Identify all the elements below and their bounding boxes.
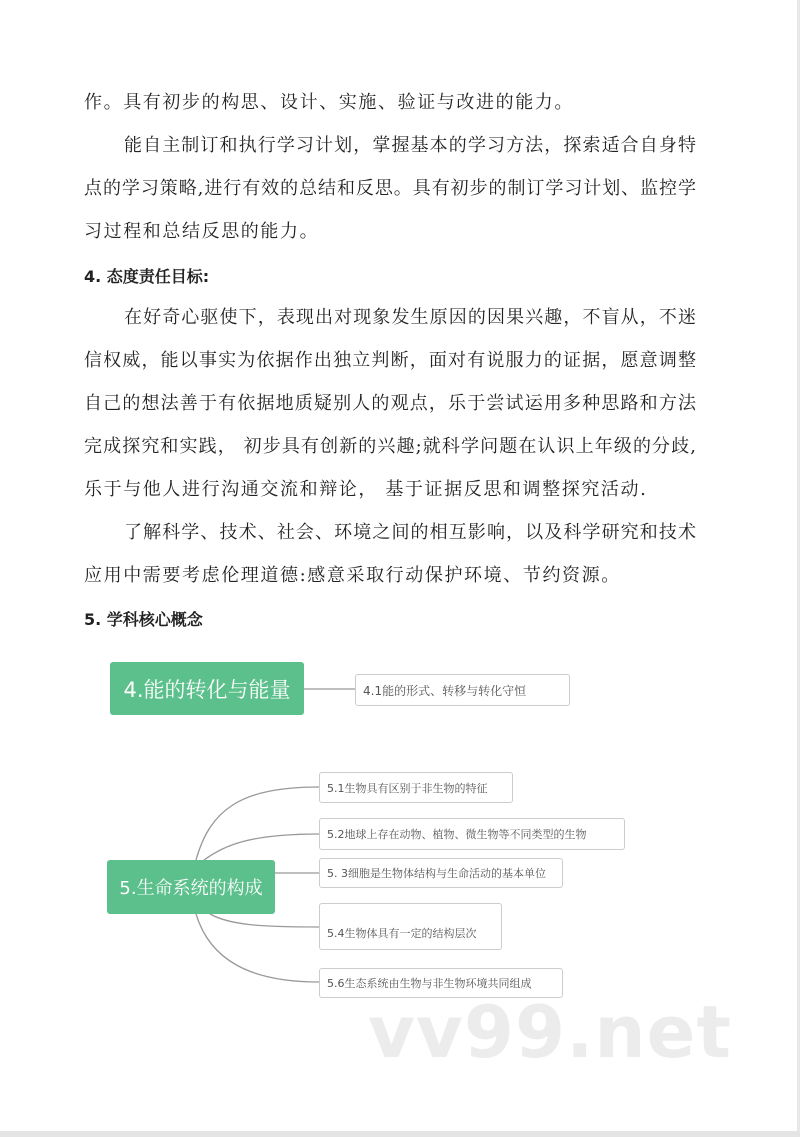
- page-bottom-edge: [0, 1131, 800, 1137]
- mindmap-subnode: 4.1能的形式、转移与转化守恒: [355, 674, 570, 706]
- paragraph-line: 点的学习策略,进行有效的总结和反思。具有初步的制订学习计划、监控学: [84, 178, 696, 199]
- watermark: vv99.net: [368, 990, 732, 1074]
- paragraph-line: 作。具有初步的构思、设计、实施、验证与改进的能力。: [84, 92, 574, 113]
- paragraph-line: 能自主制订和执行学习计划，掌握基本的学习方法，探索适合自身特: [124, 135, 696, 156]
- mindmap-subnode: 5.1生物具有区别于非生物的特征: [319, 772, 513, 803]
- paragraph-line: 乐于与他人进行沟通交流和辩论， 基于证据反思和调整探究活动.: [84, 479, 648, 500]
- mindmap-node-life-systems: 5.生命系统的构成: [107, 860, 275, 914]
- paragraph-line: 习过程和总结反思的能力。: [84, 221, 320, 242]
- paragraph-line: 在好奇心驱使下，表现出对现象发生原因的因果兴趣，不盲从，不迷: [124, 307, 696, 328]
- mindmap-subnode: 5.4生物体具有一定的结构层次: [319, 903, 502, 950]
- paragraph-line: 了解科学、技术、社会、环境之间的相互影响，以及科学研究和技术: [124, 522, 696, 543]
- mindmap-subnode: 5.2地球上存在动物、植物、微生物等不同类型的生物: [319, 818, 625, 850]
- heading-core-concepts: 5. 学科核心概念: [84, 610, 203, 629]
- paragraph-line: 应用中需要考虑伦理道德:感意采取行动保护环境、节约资源。: [84, 565, 621, 586]
- mindmap-node-energy: 4.能的转化与能量: [110, 662, 304, 715]
- paragraph-line: 自己的想法善于有依据地质疑别人的观点，乐于尝试运用多种思路和方法: [84, 393, 696, 414]
- mindmap-subnode: 5.6生态系统由生物与非生物环境共同组成: [319, 968, 563, 998]
- heading-attitude-goals: 4. 态度责任目标:: [84, 267, 210, 286]
- mindmap-subnode: 5. 3细胞是生物体结构与生命活动的基本单位: [319, 858, 563, 888]
- paragraph-line: 信权威，能以事实为依据作出独立判断，面对有说服力的证据，愿意调整: [84, 350, 696, 371]
- paragraph-line: 完成探究和实践， 初步具有创新的兴趣;就科学问题在认识上年级的分歧,: [84, 436, 696, 457]
